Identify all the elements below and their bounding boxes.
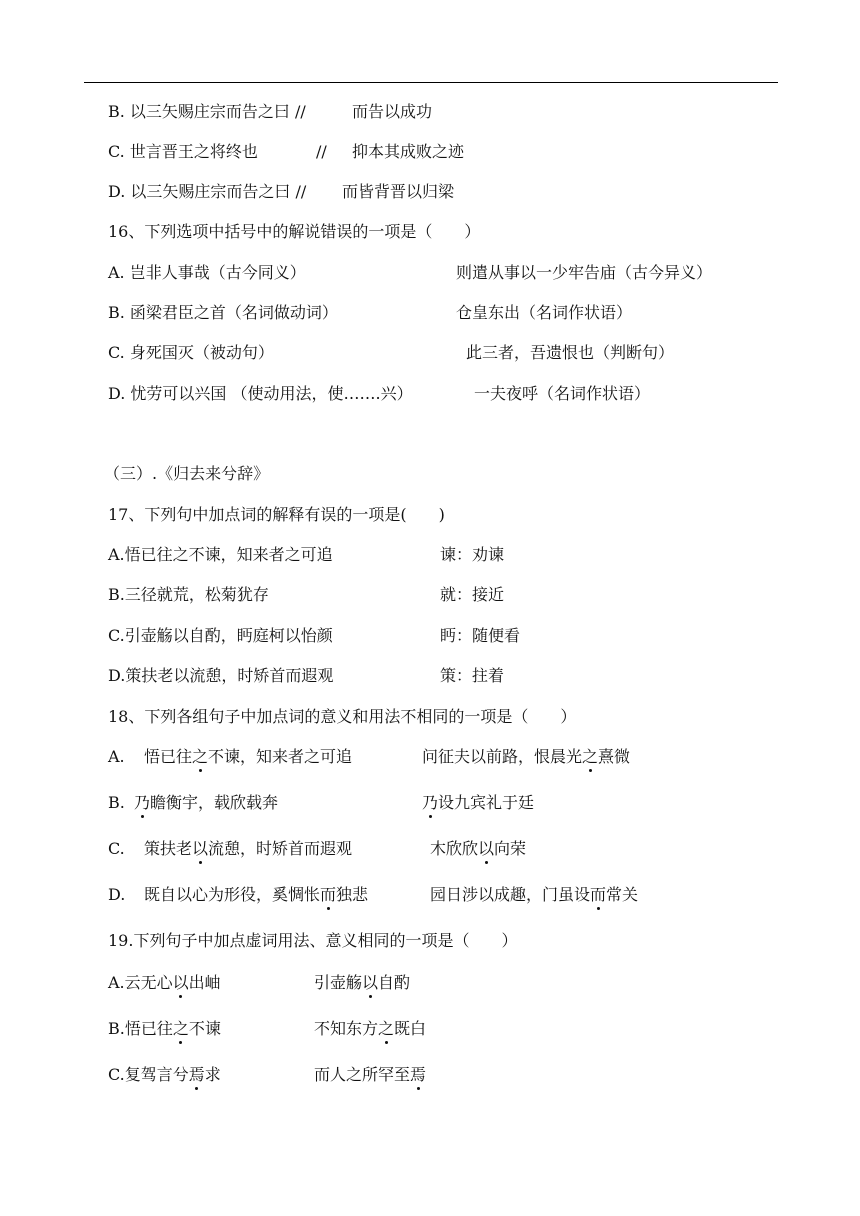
q16-option-b-right: 仓皇东出（名词作状语） <box>456 303 633 322</box>
q16-option-d <box>108 384 651 444</box>
q18-option-c-left: 策扶老以流憩，时矫首而遐观 <box>144 839 353 858</box>
q17-option-d-left: D.策扶老以流憩，时矫首而遐观 <box>108 666 334 685</box>
q19-option-b-right: 不知东方之既白 <box>314 1019 427 1038</box>
q17-option-d-right: 策：拄着 <box>440 666 505 685</box>
emphasis-dot-char: 而 <box>320 885 337 904</box>
q16-option-c-right: 此三者，吾遗恨也（判断句） <box>466 343 675 362</box>
emphasis-dot-char: 以 <box>172 973 189 992</box>
q19-option-a-right: 引壶觞以自酌 <box>314 973 411 992</box>
q16-option-d-left: D. 忧劳可以兴国 （使动用法，使…….兴） <box>108 384 413 403</box>
q18-option-a-right: 问征夫以前路，恨晨光之熹微 <box>422 747 631 766</box>
q18-option-b-right: 乃设九宾礼于廷 <box>422 793 535 812</box>
q17-option-b-right: 就：接近 <box>440 585 505 604</box>
q15-option-c-separator: // <box>316 142 327 161</box>
q16-option-b-left: B. 函梁君臣之首（名词做动词） <box>108 303 338 322</box>
emphasis-dot-char: 以 <box>478 839 495 858</box>
q18-option-d-label: D. <box>108 885 126 904</box>
q15-option-b-right: 而告以成功 <box>352 102 433 121</box>
q15-option-c-right: 抑本其成败之迹 <box>352 142 465 161</box>
q18-option-b-left: 乃瞻衡宇，载欣载奔 <box>134 793 279 812</box>
emphasis-dot-char: 乃 <box>422 793 439 812</box>
emphasis-dot-char: 而 <box>590 885 607 904</box>
q19-option-c-right: 而人之所罕至焉 <box>314 1065 427 1084</box>
header-rule <box>84 82 778 83</box>
q18-stem: 18、下列各组句子中加点词的意义和用法不相同的一项是（ ） <box>108 707 577 726</box>
q16-option-a-right: 则遣从事以一少牢告庙（古今异义） <box>456 263 713 282</box>
q17-stem: 17、下列句中加点词的解释有误的一项是( ) <box>108 505 445 524</box>
q17-option-a-right: 谏：劝谏 <box>440 545 505 564</box>
q16-option-c-left: C. 身死国灭（被动句） <box>108 343 274 362</box>
emphasis-dot-char: 之 <box>172 1019 189 1038</box>
q17-option-c-right: 眄：随便看 <box>440 626 521 645</box>
emphasis-dot-char: 焉 <box>410 1065 427 1084</box>
emphasis-dot-char: 以 <box>192 839 209 858</box>
q18-option-a-label: A. <box>108 747 125 766</box>
emphasis-dot-char: 之 <box>378 1019 395 1038</box>
q18-option-c-right: 木欣欣以向荣 <box>430 839 527 858</box>
q17-option-b-left: B.三径就荒，松菊犹存 <box>108 585 269 604</box>
section-title: （三）.《归去来兮辞》 <box>104 464 270 483</box>
q18-option-d-right: 园日涉以成趣，门虽设而常关 <box>430 885 639 904</box>
q15-option-d-right: 而皆背晋以归梁 <box>342 182 455 201</box>
q18-option-c-label: C. <box>108 839 125 858</box>
q17-option-a-left: A.悟已往之不谏，知来者之可追 <box>108 545 333 564</box>
q16-stem: 16、下列选项中括号中的解说错误的一项是（ ） <box>108 222 481 241</box>
q16-option-d-right: 一夫夜呼（名词作状语） <box>474 384 651 403</box>
q19-option-b-left: B.悟已往之不谏 <box>108 1019 221 1038</box>
q19-option-c-left: C.复驾言兮焉求 <box>108 1065 221 1084</box>
emphasis-dot-char: 之 <box>582 747 599 766</box>
emphasis-dot-char: 乃 <box>134 793 151 812</box>
emphasis-dot-char: 以 <box>362 973 379 992</box>
emphasis-dot-char: 之 <box>192 747 209 766</box>
q19-option-c <box>108 1065 427 1125</box>
q15-option-b-left: B. 以三矢赐庄宗而告之曰 // <box>108 102 306 121</box>
q15-option-d-left: D. 以三矢赐庄宗而告之曰 // <box>108 182 307 201</box>
q18-option-a-left: 悟已往之不谏，知来者之可追 <box>144 747 353 766</box>
emphasis-dot-char: 焉 <box>188 1065 205 1084</box>
q18-option-b-label: B. <box>108 793 125 812</box>
q17-option-c-left: C.引壶觞以自酌，眄庭柯以怡颜 <box>108 626 333 645</box>
q18-option-d-left: 既自以心为形役，奚惆怅而独悲 <box>144 885 369 904</box>
q19-option-a-left: A.云无心以出岫 <box>108 973 221 992</box>
q19-stem: 19.下列句子中加点虚词用法、意义相同的一项是（ ） <box>108 931 518 950</box>
q16-option-a-left: A. 岂非人事哉（古今同义） <box>108 263 306 282</box>
q15-option-c-left: C. 世言晋王之将终也 <box>108 142 258 161</box>
